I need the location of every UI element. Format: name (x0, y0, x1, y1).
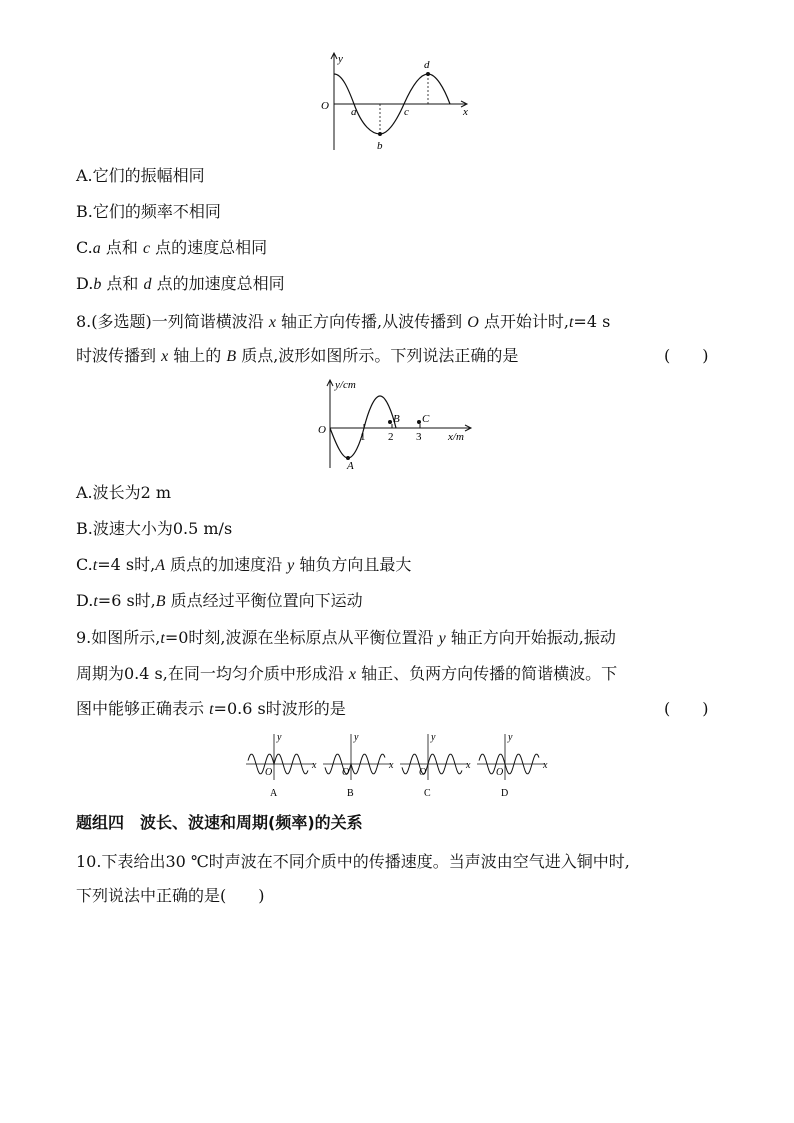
point-c-dot (417, 420, 421, 424)
wave-panel-a (246, 732, 317, 799)
point-d-label: d (424, 59, 430, 71)
y-label: y (277, 732, 282, 743)
x-label: x (312, 760, 317, 771)
q8-option-d: D.t=6 s时,B 质点经过平衡位置向下运动 (76, 591, 363, 610)
wave-panel-c (400, 732, 471, 799)
q9-stem-line2: 周期为0.4 s,在同一均匀介质中形成沿 x 轴正、负两方向传播的简谐横波。下 (76, 664, 618, 683)
origin-label: O (342, 767, 350, 778)
origin-label: O (419, 767, 427, 778)
panel-label-c: C (424, 788, 431, 799)
q8-stem-line1: 8.(多选题)一列简谐横波沿 x 轴正方向传播,从波传播到 O 点开始计时,t=4 s (76, 312, 611, 331)
q9-wave-panels (244, 730, 554, 802)
origin-label: O (321, 100, 329, 112)
point-b-label: B (393, 413, 400, 425)
q10-stem-line2: 下列说法中正确的是( ) (76, 886, 265, 905)
section-heading: 题组四 波长、波速和周期(频率)的关系 (76, 813, 363, 832)
q9-stem-line3: 图中能够正确表示 t=0.6 s时波形的是 (76, 699, 346, 718)
x-label: x (463, 106, 468, 118)
y-axis-label: y/cm (335, 379, 356, 391)
q8-option-b: B.波速大小为0.5 m/s (76, 519, 233, 538)
y-label: y (338, 53, 343, 65)
point-a-label: a (351, 106, 357, 118)
x-label: x (466, 760, 471, 771)
panel-label-d: D (501, 788, 509, 799)
point-a-label: A (347, 460, 354, 470)
q9-stem-line1: 9.如图所示,t=0时刻,波源在坐标原点从平衡位置沿 y 轴正方向开始振动,振动 (76, 628, 616, 647)
wave-panel-d (477, 732, 548, 799)
origin-label: O (496, 767, 504, 778)
x-label: x (543, 760, 548, 771)
q8-stem-line2: 时波传播到 x 轴上的 B 质点,波形如图所示。下列说法正确的是 (76, 346, 519, 365)
origin-label: O (265, 767, 273, 778)
panel-label-a: A (270, 788, 278, 799)
q9-answer-bracket: ( ) (664, 699, 709, 718)
x-label: x (389, 760, 394, 771)
tick-2-label: 2 (388, 431, 394, 443)
tick-1-label: 1 (360, 431, 366, 443)
wave-figure-q7 (318, 52, 478, 152)
wave-panel-b (323, 732, 394, 799)
point-c-label: C (422, 413, 430, 425)
q7-option-c: C.a 点和 c 点的速度总相同 (76, 238, 268, 257)
q8-option-c: C.t=4 s时,A 质点的加速度沿 y 轴负方向且最大 (76, 555, 412, 574)
origin-label: O (318, 424, 326, 436)
q8-option-a: A.波长为2 m (76, 483, 172, 502)
point-b-dot (388, 420, 392, 424)
y-label: y (431, 732, 436, 743)
q10-stem-line1: 10.下表给出30 ℃时声波在不同介质中的传播速度。当声波由空气进入铜中时, (76, 852, 630, 871)
point-b-label: b (377, 140, 383, 152)
q7-option-d: D.b 点和 d 点的加速度总相同 (76, 274, 285, 293)
y-label: y (354, 732, 359, 743)
y-label: y (508, 732, 513, 743)
q7-option-b: B.它们的频率不相同 (76, 202, 221, 221)
q8-answer-bracket: ( ) (664, 346, 709, 365)
wave-figure-q8 (316, 378, 476, 470)
wave-curve (330, 396, 396, 458)
panel-label-b: B (347, 788, 354, 799)
q7-option-a: A.它们的振幅相同 (76, 166, 205, 185)
x-axis-label: x/m (448, 431, 464, 443)
tick-3-label: 3 (416, 431, 422, 443)
point-c-label: c (404, 106, 409, 118)
